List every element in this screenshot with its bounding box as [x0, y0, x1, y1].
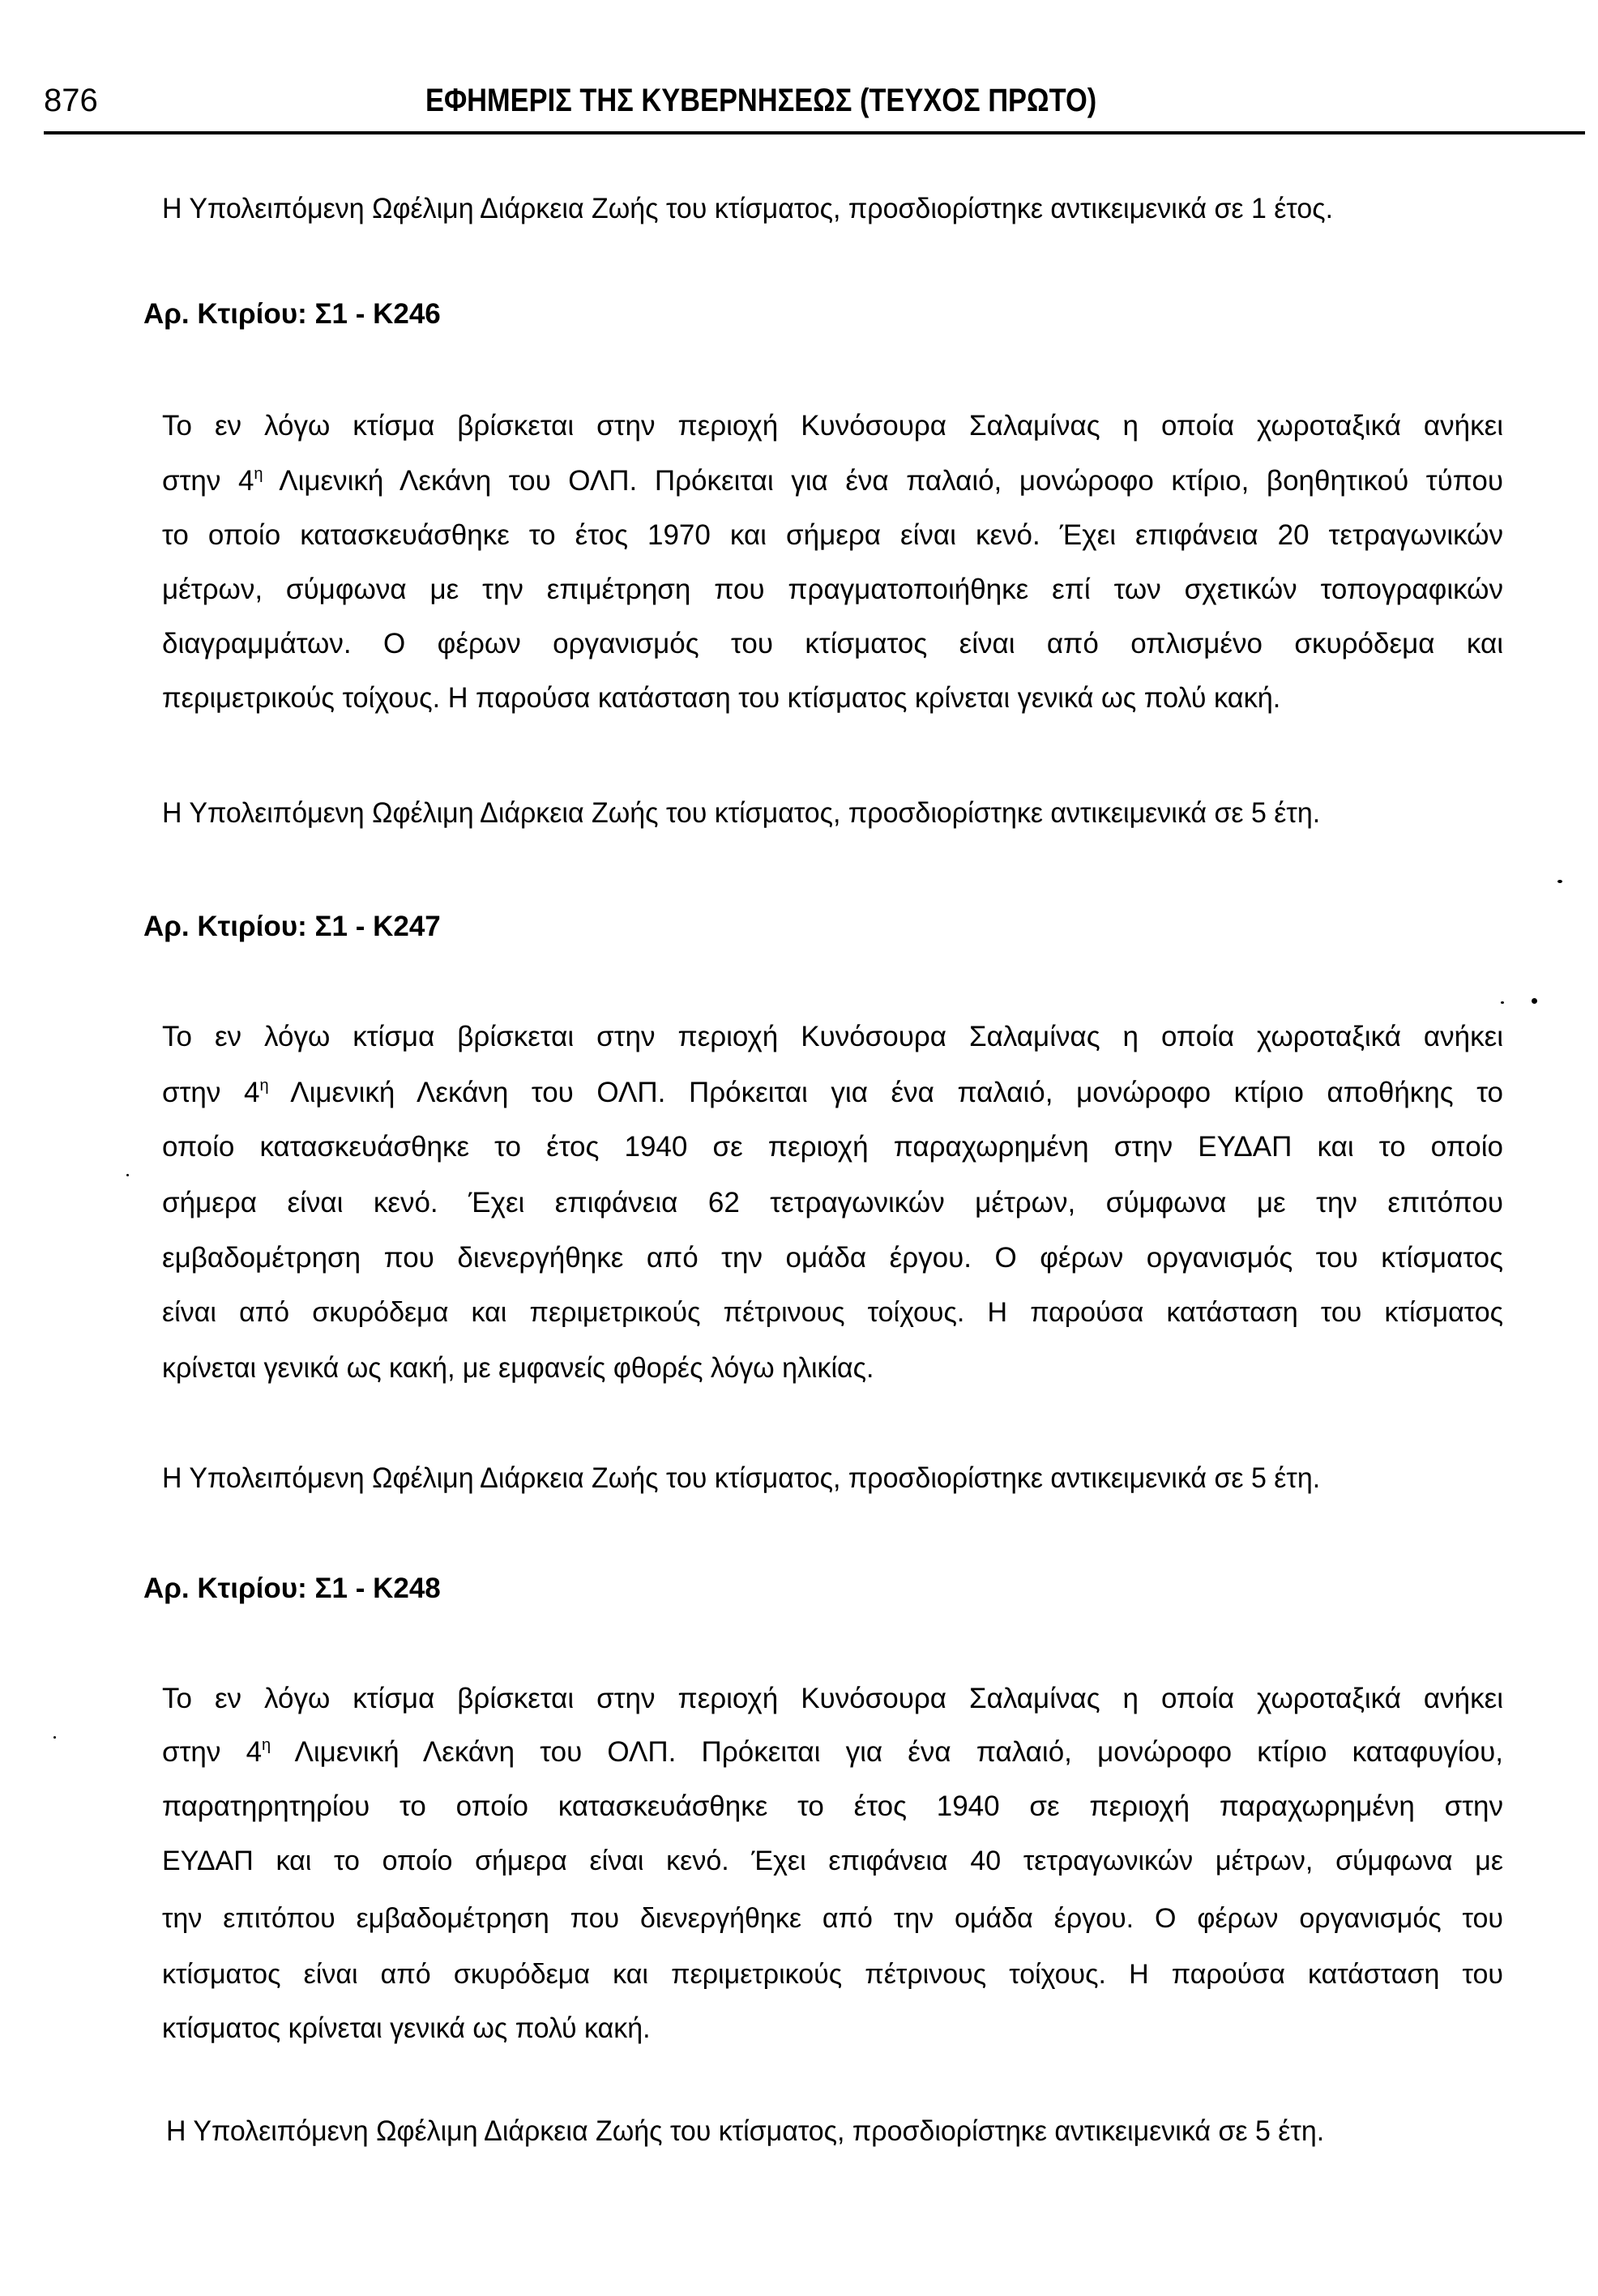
- text-line: Το εν λόγω κτίσμα βρίσκεται στην περιοχή Κυνόσουρα Σαλαμίνας η οποία χωροταξικά ανήκει: [162, 1683, 1503, 1714]
- text-line: παρατηρητηρίου το οποίο κατασκευάσθηκε το έτος 1940 σε περιοχή παραχωρημένη στην: [162, 1790, 1503, 1822]
- text-line: Το εν λόγω κτίσμα βρίσκεται στην περιοχή Κυνόσουρα Σαλαμίνας η οποία χωροταξικά ανήκει: [162, 1021, 1503, 1052]
- text-line: ΕΥΔΑΠ και το οποίο σήμερα είναι κενό. Έχει επιφάνεια 40 τετραγωνικών μέτρων, σύμφωνα με: [162, 1846, 1503, 1876]
- scan-speck: [1532, 998, 1537, 1004]
- scan-speck: [126, 1174, 129, 1176]
- page-number: 876: [44, 83, 98, 118]
- gazette-title: ΕΦΗΜΕΡΙΣ ΤΗΣ ΚΥΒΕΡΝΗΣΕΩΣ (ΤΕΥΧΟΣ ΠΡΩΤΟ): [425, 83, 1097, 118]
- text-fragment: Λιμενική Λεκάνη του ΟΛΠ. Πρόκειται για ένα παλαιό, μονώροφο κτίριο, βοηθητικού τύπου: [279, 465, 1503, 497]
- text-line: διαγραμμάτων. Ο φέρων οργανισμός του κτίσματος είναι από οπλισμένο σκυρόδεμα και: [162, 628, 1503, 659]
- text-line: οποίο κατασκευάσθηκε το έτος 1940 σε περιοχή παραχωρημένη στην ΕΥΔΑΠ και το οποίο: [162, 1131, 1503, 1163]
- superscript: η: [254, 465, 263, 483]
- text-line: είναι από σκυρόδεμα και περιμετρικούς πέτρινους τοίχους. Η παρούσα κατάσταση του κτίσματος: [162, 1297, 1503, 1328]
- text-line: κτίσματος είναι από σκυρόδεμα και περιμετρικούς πέτρινους τοίχους. Η παρούσα κατάσταση του: [162, 1959, 1503, 1990]
- remaining-life-statement: Η Υπολειπόμενη Ωφέλιμη Διάρκεια Ζωής του κτίσματος, προσδιορίστηκε αντικειμενικά σε 1 έτος.: [162, 193, 1334, 224]
- remaining-life-statement: Η Υπολειπόμενη Ωφέλιμη Διάρκεια Ζωής του κτίσματος, προσδιορίστηκε αντικειμενικά σε 5 έτη.: [162, 1462, 1321, 1494]
- building-heading-k246: Αρ. Κτιρίου: Σ1 - Κ246: [143, 298, 441, 330]
- text-line: περιμετρικούς τοίχους. Η παρούσα κατάσταση του κτίσματος κρίνεται γενικά ως πολύ κακή.: [162, 682, 1281, 714]
- text-line: σήμερα είναι κενό. Έχει επιφάνεια 62 τετραγωνικών μέτρων, σύμφωνα με την επιτόπου: [162, 1187, 1503, 1218]
- text-fragment: στην 4: [162, 1077, 260, 1108]
- text-fragment: Λιμενική Λεκάνη του ΟΛΠ. Πρόκειται για ένα παλαιό, μονώροφο κτίριο αποθήκης το: [290, 1077, 1503, 1108]
- superscript: η: [259, 1077, 269, 1095]
- text-line: το οποίο κατασκευάσθηκε το έτος 1970 και σήμερα είναι κενό. Έχει επιφάνεια 20 τετραγωνικών: [162, 519, 1503, 551]
- text-line: εμβαδομέτρηση που διενεργήθηκε από την ομάδα έργου. Ο φέρων οργανισμός του κτίσματος: [162, 1242, 1503, 1274]
- text-fragment: στην 4: [162, 1736, 263, 1768]
- text-line: [162, 465, 1503, 497]
- text-line: κρίνεται γενικά ως κακή, με εμφανείς φθορές λόγω ηλικίας.: [162, 1352, 874, 1384]
- text-line: Το εν λόγω κτίσμα βρίσκεται στην περιοχή Κυνόσουρα Σαλαμίνας η οποία χωροταξικά ανήκει: [162, 410, 1503, 442]
- scan-speck: [1557, 880, 1562, 883]
- header-rule: [44, 131, 1585, 134]
- text-line: την επιτόπου εμβαδομέτρηση που διενεργήθηκε από την ομάδα έργου. Ο φέρων οργανισμός του: [162, 1903, 1503, 1934]
- superscript: η: [262, 1736, 271, 1754]
- building-heading-k247: Αρ. Κτιρίου: Σ1 - Κ247: [143, 911, 441, 942]
- scan-speck: [1501, 1001, 1504, 1004]
- text-line: [162, 1077, 1503, 1109]
- text-line: [162, 1736, 1503, 1769]
- remaining-life-statement: Η Υπολειπόμενη Ωφέλιμη Διάρκεια Ζωής του κτίσματος, προσδιορίστηκε αντικειμενικά σε 5 έτη.: [166, 2115, 1325, 2147]
- building-heading-k248: Αρ. Κτιρίου: Σ1 - Κ248: [143, 1573, 441, 1604]
- text-line: κτίσματος κρίνεται γενικά ως πολύ κακή.: [162, 2012, 651, 2044]
- text-line: μέτρων, σύμφωνα με την επιμέτρηση που πραγματοποιήθηκε επί των σχετικών τοπογραφικών: [162, 574, 1503, 605]
- text-fragment: Λιμενική Λεκάνη του ΟΛΠ. Πρόκειται για ένα παλαιό, μονώροφο κτίριο καταφυγίου,: [294, 1736, 1503, 1768]
- text-fragment: στην 4: [162, 465, 254, 497]
- remaining-life-statement: Η Υπολειπόμενη Ωφέλιμη Διάρκεια Ζωής του κτίσματος, προσδιορίστηκε αντικειμενικά σε 5 έτη.: [162, 797, 1321, 829]
- scan-speck: [53, 1736, 56, 1739]
